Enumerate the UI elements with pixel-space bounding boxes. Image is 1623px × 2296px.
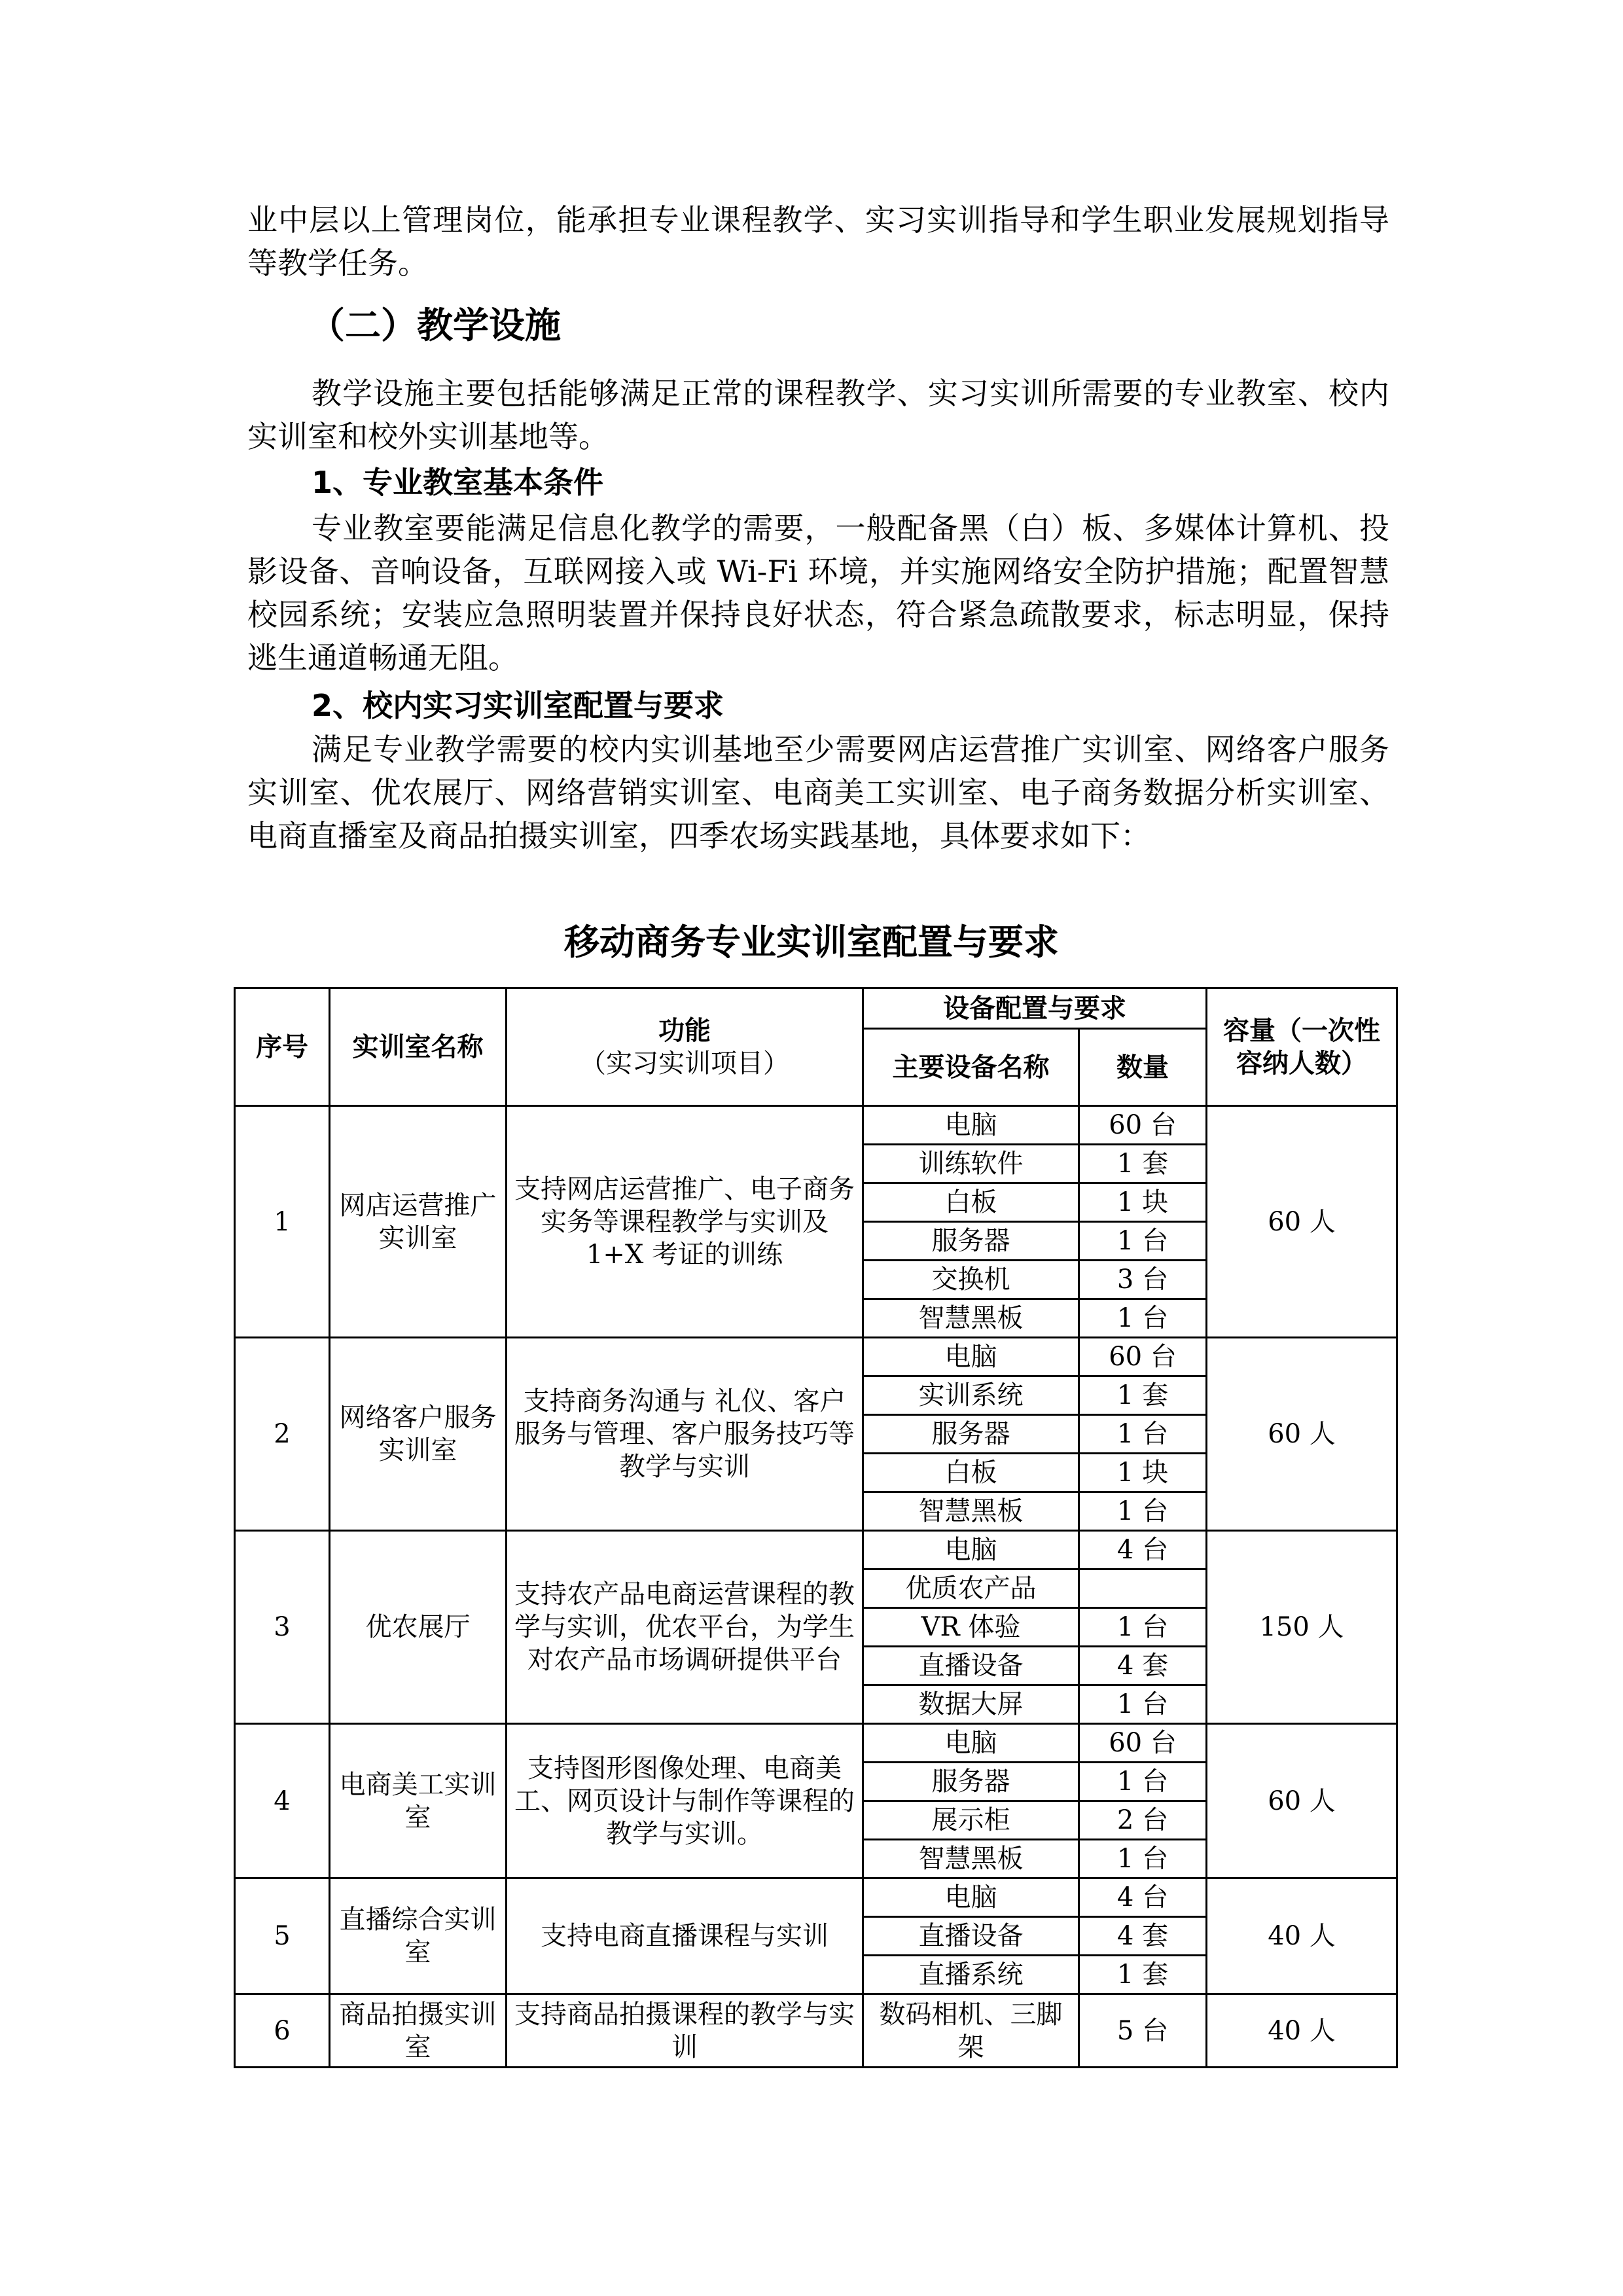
cell-equipment-name: 直播系统 — [863, 1956, 1079, 1994]
cell-capacity: 60 人 — [1207, 1724, 1397, 1878]
cell-room-name: 网店运营推广实训室 — [330, 1106, 507, 1338]
cell-equipment-name: 优质农产品 — [863, 1570, 1079, 1608]
cell-equipment-name: 服务器 — [863, 1222, 1079, 1261]
cell-quantity: 1 块 — [1079, 1454, 1207, 1492]
cell-equipment-name: 展示柜 — [863, 1801, 1079, 1840]
cell-capacity: 60 人 — [1207, 1106, 1397, 1338]
cell-equipment-name: 智慧黑板 — [863, 1840, 1079, 1878]
cell-equipment-name: 智慧黑板 — [863, 1299, 1079, 1338]
cell-equipment-name: 直播设备 — [863, 1917, 1079, 1956]
cell-capacity: 60 人 — [1207, 1338, 1397, 1531]
header-function-label: 功能 — [658, 1015, 711, 1046]
cell-equipment-name: 电脑 — [863, 1531, 1079, 1570]
cell-function: 支持商品拍摄课程的教学与实训 — [507, 1994, 863, 2068]
cell-quantity: 1 套 — [1079, 1956, 1207, 1994]
cell-no: 6 — [235, 1994, 330, 2068]
subheading-classroom: 1、专业教室基本条件 — [312, 465, 604, 500]
header-quantity: 数量 — [1079, 1029, 1207, 1106]
table-row — [235, 1994, 1397, 2068]
table-row — [235, 1724, 1397, 1763]
cell-quantity: 1 台 — [1079, 1492, 1207, 1531]
cell-no: 3 — [235, 1531, 330, 1724]
paragraph-teacher-requirements: 业中层以上管理岗位，能承担专业课程教学、实习实训指导和学生职业发展规划指导等教学任务。 — [247, 202, 1389, 281]
cell-equipment-name: 直播设备 — [863, 1647, 1079, 1685]
table-row — [235, 1106, 1397, 1145]
cell-capacity: 40 人 — [1207, 1878, 1397, 1994]
cell-quantity: 1 台 — [1079, 1840, 1207, 1878]
cell-room-name: 网络客户服务实训室 — [330, 1338, 507, 1531]
cell-equipment-name: 服务器 — [863, 1415, 1079, 1454]
cell-quantity: 3 台 — [1079, 1261, 1207, 1299]
cell-equipment-name: 数据大屏 — [863, 1685, 1079, 1724]
cell-quantity: 1 台 — [1079, 1415, 1207, 1454]
cell-function: 支持电商直播课程与实训 — [507, 1878, 863, 1994]
cell-quantity: 1 套 — [1079, 1145, 1207, 1183]
header-function — [507, 988, 863, 1106]
cell-equipment-name: 电脑 — [863, 1338, 1079, 1376]
cell-equipment-name: 智慧黑板 — [863, 1492, 1079, 1531]
cell-room-name: 商品拍摄实训室 — [330, 1994, 507, 2068]
table-row — [235, 1878, 1397, 1917]
training-room-table — [234, 987, 1398, 2068]
cell-equipment-name: 电脑 — [863, 1724, 1079, 1763]
cell-quantity: 60 台 — [1079, 1338, 1207, 1376]
cell-equipment-name: VR 体验 — [863, 1608, 1079, 1647]
cell-function: 支持农产品电商运营课程的教学与实训，优农平台，为学生对农产品市场调研提供平台 — [507, 1531, 863, 1724]
cell-no: 1 — [235, 1106, 330, 1338]
cell-quantity: 4 台 — [1079, 1531, 1207, 1570]
cell-capacity: 150 人 — [1207, 1531, 1397, 1724]
paragraph-classroom-conditions: 专业教室要能满足信息化教学的需要，一般配备黑（白）板、多媒体计算机、投影设备、音响设备，互联网接入或 Wi-Fi 环境，并实施网络安全防护措施；配置智慧校园系统；安装应急照明装置并保持良好状态，符合紧急疏散要求，标志明显，保持逃生通道畅通无阻。 — [247, 511, 1389, 675]
cell-quantity: 1 台 — [1079, 1299, 1207, 1338]
cell-function: 支持图形图像处理、电商美工、网页设计与制作等课程的教学与实训。 — [507, 1724, 863, 1878]
cell-no: 4 — [235, 1724, 330, 1878]
cell-function: 支持商务沟通与 礼仪、客户服务与管理、客户服务技巧等教学与实训 — [507, 1338, 863, 1531]
cell-capacity: 40 人 — [1207, 1994, 1397, 2068]
cell-quantity: 4 套 — [1079, 1647, 1207, 1685]
cell-no: 5 — [235, 1878, 330, 1994]
table-body — [235, 1106, 1397, 2068]
cell-equipment-name: 实训系统 — [863, 1376, 1079, 1415]
header-equipment-name: 主要设备名称 — [863, 1029, 1079, 1106]
cell-quantity — [1079, 1570, 1207, 1608]
cell-equipment-name: 电脑 — [863, 1106, 1079, 1145]
paragraph-facilities-intro: 教学设施主要包括能够满足正常的课程教学、实习实训所需要的专业教室、校内实训室和校外实训基地等。 — [247, 376, 1389, 454]
cell-no: 2 — [235, 1338, 330, 1531]
cell-quantity: 5 台 — [1079, 1994, 1207, 2068]
subheading-training-rooms: 2、校内实习实训室配置与要求 — [312, 688, 724, 723]
table-row — [235, 1338, 1397, 1376]
cell-quantity: 1 台 — [1079, 1608, 1207, 1647]
cell-equipment-name: 电脑 — [863, 1878, 1079, 1917]
cell-equipment-name: 白板 — [863, 1183, 1079, 1222]
cell-room-name: 优农展厅 — [330, 1531, 507, 1724]
cell-quantity: 1 块 — [1079, 1183, 1207, 1222]
cell-room-name: 直播综合实训室 — [330, 1878, 507, 1994]
table-row — [235, 1531, 1397, 1570]
cell-quantity: 60 台 — [1079, 1106, 1207, 1145]
cell-equipment-name: 训练软件 — [863, 1145, 1079, 1183]
table-title: 移动商务专业实训室配置与要求 — [564, 922, 1059, 963]
cell-quantity: 1 套 — [1079, 1376, 1207, 1415]
cell-quantity: 4 套 — [1079, 1917, 1207, 1956]
cell-equipment-name: 服务器 — [863, 1763, 1079, 1801]
cell-quantity: 60 台 — [1079, 1724, 1207, 1763]
header-function-sub: （实习实训项目） — [580, 1048, 789, 1079]
cell-equipment-name: 白板 — [863, 1454, 1079, 1492]
cell-quantity: 4 台 — [1079, 1878, 1207, 1917]
paragraph-training-rooms-intro: 满足专业教学需要的校内实训基地至少需要网店运营推广实训室、网络客户服务实训室、优农展厅、网络营销实训室、电商美工实训室、电子商务数据分析实训室、电商直播室及商品拍摄实训室，四季农场实践基地，具体要求如下： — [247, 732, 1389, 853]
cell-function: 支持网店运营推广、电子商务实务等课程教学与实训及 1+X 考证的训练 — [507, 1106, 863, 1338]
cell-equipment-name: 数码相机、三脚架 — [863, 1994, 1079, 2068]
cell-room-name: 电商美工实训室 — [330, 1724, 507, 1878]
cell-quantity: 1 台 — [1079, 1685, 1207, 1724]
cell-quantity: 2 台 — [1079, 1801, 1207, 1840]
header-capacity: 容量（一次性容纳人数） — [1207, 988, 1397, 1106]
header-equipment-group: 设备配置与要求 — [863, 988, 1207, 1029]
section-heading-facilities: （二）教学设施 — [309, 304, 562, 346]
cell-quantity: 1 台 — [1079, 1222, 1207, 1261]
cell-quantity: 1 台 — [1079, 1763, 1207, 1801]
cell-equipment-name: 交换机 — [863, 1261, 1079, 1299]
header-no: 序号 — [235, 988, 330, 1106]
header-room-name: 实训室名称 — [330, 988, 507, 1106]
